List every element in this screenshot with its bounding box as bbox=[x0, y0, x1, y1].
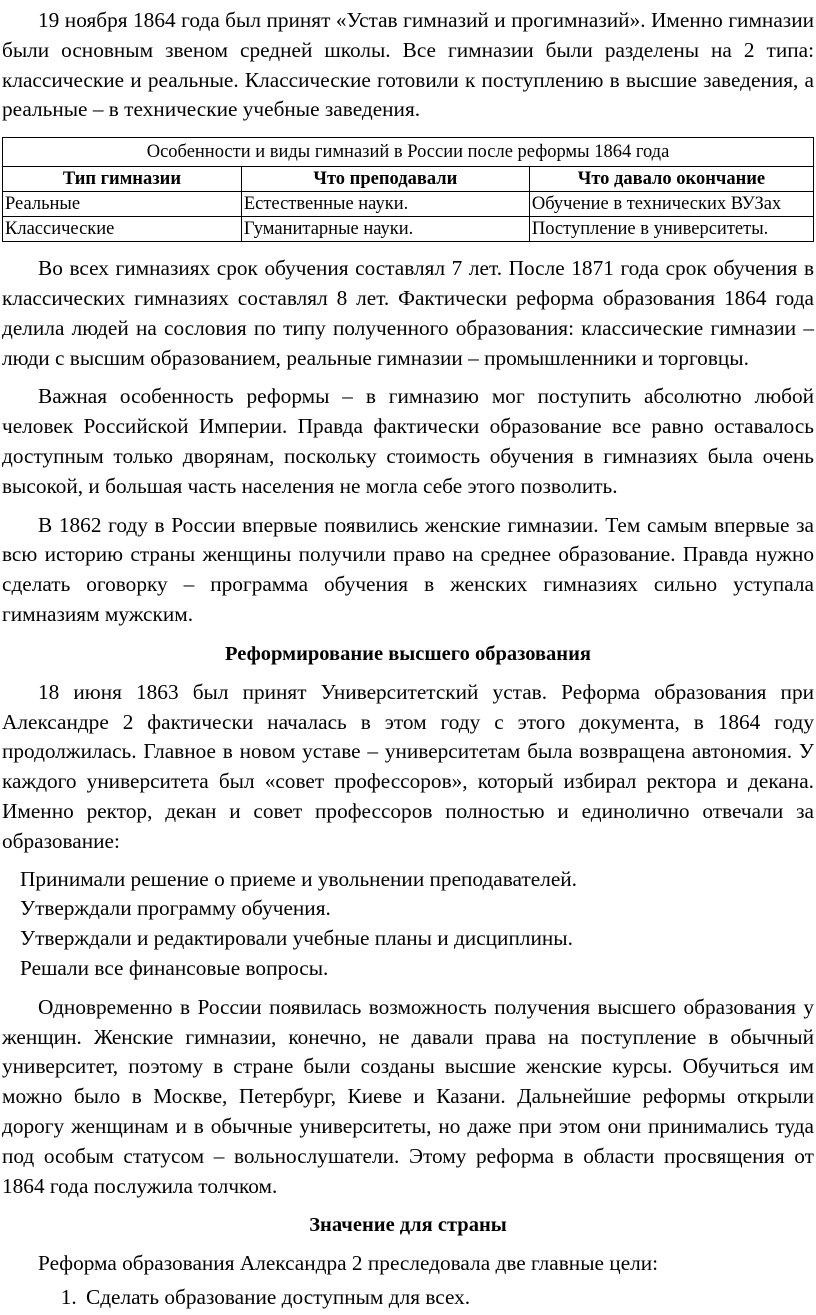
list-item: Решали все финансовые вопросы. bbox=[20, 955, 329, 980]
table-row bbox=[3, 192, 814, 217]
women-higher-education-paragraph: Одновременно в России появилась возможность получения высшего образования у женщин. Женские гимназии, конечно, не давали права на поступление в обычный университет, поэтому в стране были созданы высшие женские курсы. Обучиться им можно было в Москве, Петербург, Киеве и Казани. Дальнейшие реформы открыли дорогу женщинам и в обычные университеты, но даже при этом они принимались туда под особым статусом – вольнослушатели. Этому реформа в области просвящения от 1864 года послужила толчком. bbox=[2, 994, 814, 1198]
header-subjects: Что преподавали bbox=[241, 167, 529, 192]
table-cell: Гуманитарные науки. bbox=[241, 217, 529, 242]
table-caption: Особенности и виды гимназий в России после реформы 1864 года bbox=[3, 138, 814, 167]
goals-intro-paragraph: Реформа образования Александра 2 преследовала две главные цели: bbox=[38, 1251, 659, 1276]
table-caption-row bbox=[3, 138, 814, 167]
table-cell: Поступление в университеты. bbox=[529, 217, 813, 242]
university-charter-paragraph: 18 июня 1863 был принят Университетский устав. Реформа образования при Александре 2 фактически началась в этом году с этого документа, в 1864 году продолжилась. Главное в новом уставе – университетам была возвращена автономия. У каждого университета был «совет профессоров», который избирал ректора и декана. Именно ректор, декан и совет профессоров полностью и единолично отвечали за образование: bbox=[2, 679, 814, 853]
goals-list bbox=[2, 1283, 814, 1313]
list-item: Принимали решение о приеме и увольнении преподавателей. bbox=[20, 866, 577, 891]
table-cell: Естественные науки. bbox=[241, 192, 529, 217]
header-outcome: Что давало окончание bbox=[529, 167, 813, 192]
table-header-row bbox=[3, 167, 814, 192]
duration-paragraph: Во всех гимназиях срок обучения составлял 7 лет. После 1871 года срок обучения в классических гимназиях составлял 8 лет. Фактически реформа образования 1864 года делила людей на сословия по типу полученного образования: классические гимназии – люди с высшим образованием, реальные гимназии – промышленники и торговцы. bbox=[2, 256, 814, 370]
access-paragraph: Важная особенность реформы – в гимназию мог поступить абсолютно любой человек Российской Империи. Правда фактически образование все равно оставалось доступным только дворянам, поскольку стоимость обучения в гимназиях была очень высокой, и большая часть населения не могла себе этого позволить. bbox=[2, 384, 814, 498]
intro-paragraph: 19 ноября 1864 года был принят «Устав гимназий и прогимназий». Именно гимназии были основным звеном средней школы. Все гимназии были разделены на 2 типа: классические и реальные. Классические готовили к поступлению в высшие заведения, а реальные – в технические учебные заведения. bbox=[2, 8, 814, 122]
table-cell: Обучение в технических ВУЗах bbox=[529, 192, 813, 217]
header-type: Тип гимназии bbox=[3, 167, 242, 192]
list-item: Утверждали и редактировали учебные планы и дисциплины. bbox=[20, 926, 573, 951]
table-row bbox=[3, 217, 814, 242]
gymnasium-types-table bbox=[2, 137, 814, 242]
section-heading-significance: Значение для страны bbox=[309, 1214, 507, 1237]
table-cell: Классические bbox=[3, 217, 242, 242]
list-item: Утверждали программу обучения. bbox=[20, 896, 331, 921]
responsibilities-list bbox=[2, 865, 814, 984]
table-cell: Реальные bbox=[3, 192, 242, 217]
women-gymnasium-paragraph: В 1862 году в России впервые появились женские гимназии. Тем самым впервые за всю историю страны женщины получили право на среднее образование. Правда нужно сделать оговорку – программа обучения в женских гимназиях сильно уступала гимназиям мужским. bbox=[2, 512, 814, 626]
list-item: 1. Сделать образование доступным для всех. bbox=[82, 1283, 814, 1313]
section-heading-higher-education: Реформирование высшего образования bbox=[224, 642, 591, 665]
